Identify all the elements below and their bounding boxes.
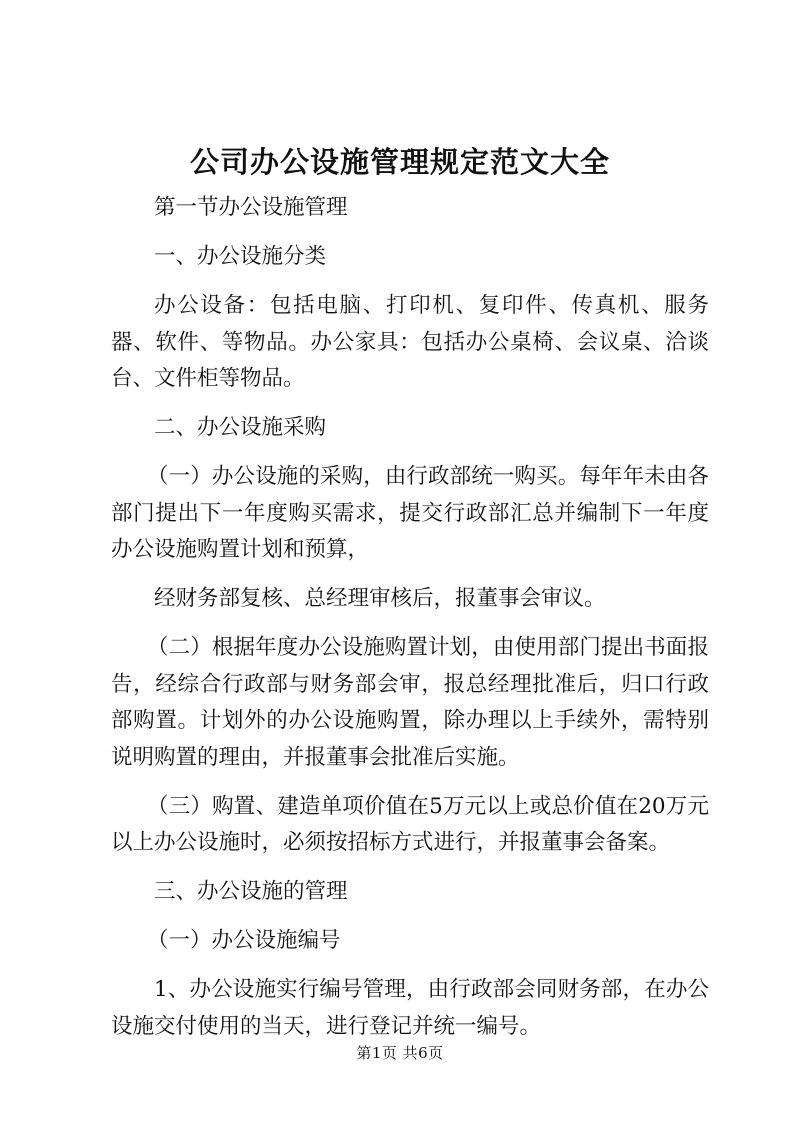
document-title: 公司办公设施管理规定范文大全 xyxy=(189,145,610,179)
page-indicator: 第1页 共6页 xyxy=(356,1044,444,1062)
body-paragraph: （一）办公设施的采购，由行政部统一购买。每年年未由各部门提出下一年度购买需求，提交行政部汇总并编制下一年度办公设施购置计划和预算， xyxy=(111,464,709,562)
body-paragraph: （二）根据年度办公设施购置计划，由使用部门提出书面报告，经综合行政部与财务部会审，报总经理批准后，归口行政部购置。计划外的办公设施购置，除办理以上手续外，需特别说明购置的理由，并报董事会批准后实施。 xyxy=(111,635,709,770)
body-paragraph: 经财务部复核、总经理审核后，报董事会审议。 xyxy=(154,586,606,611)
subsection-heading: 一、办公设施分类 xyxy=(154,244,327,269)
body-paragraph: （三）购置、建造单项价值在5万元以上或总价值在20万元以上办公设施时，必须按招标方式进行，并报董事会备案。 xyxy=(111,793,709,855)
section-heading: 第一节办公设施管理 xyxy=(154,195,348,220)
subsection-heading: 二、办公设施采购 xyxy=(154,415,327,440)
document-body xyxy=(111,190,709,1058)
item-heading: （一）办公设施编号 xyxy=(147,928,341,953)
subsection-heading: 三、办公设施的管理 xyxy=(154,879,348,904)
body-paragraph: 办公设备：包括电脑、打印机、复印件、传真机、服务器、软件、等物品。办公家具：包括办公桌椅、会议桌、洽谈台、文件柜等物品。 xyxy=(111,293,709,391)
body-paragraph: 1、办公设施实行编号管理，由行政部会同财务部，在办公设施交付使用的当天，进行登记并统一编号。 xyxy=(111,977,709,1039)
